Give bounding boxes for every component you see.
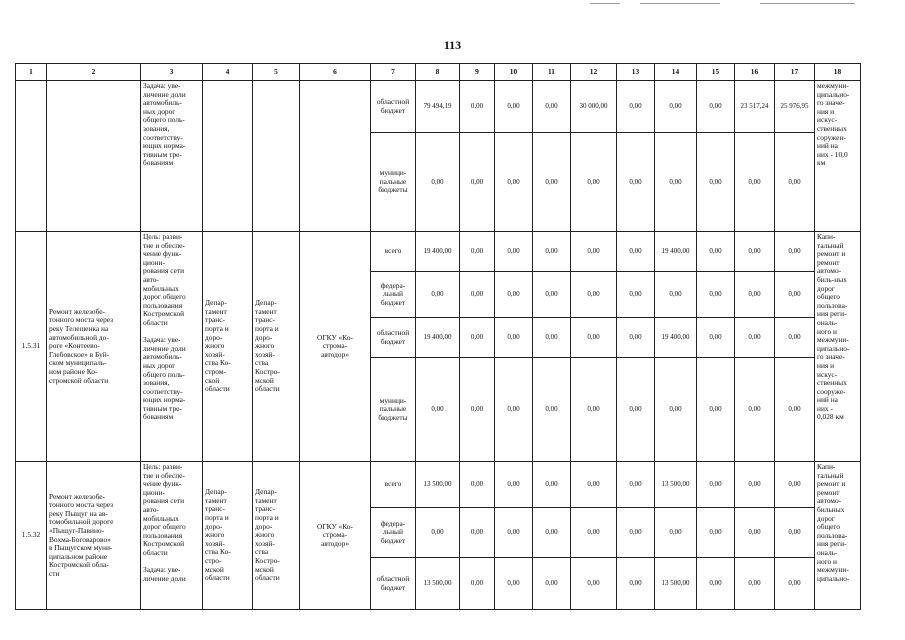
value-cell: 0,00	[533, 232, 571, 272]
item-number-cell: 1.5.31	[16, 232, 47, 462]
value-cell: 0,00	[533, 462, 571, 508]
value-cell: 0,00	[571, 232, 617, 272]
value-cell: 0,00	[495, 358, 533, 462]
result-cell: Капи- тальный ремонт и ремонт автомо- бильных дорог общего пользова- ния реги- ональ- ного и межмуни- ципально-	[815, 462, 861, 610]
value-cell: 0,00	[735, 318, 775, 358]
header-cell: 8	[416, 64, 460, 81]
value-cell: 25 976,95	[775, 81, 815, 133]
header-cell: 17	[775, 64, 815, 81]
value-cell: 0,00	[617, 462, 655, 508]
scan-artifact	[760, 3, 855, 4]
value-cell: 0,00	[571, 358, 617, 462]
value-cell: 0,00	[697, 81, 735, 133]
value-cell: 0,00	[655, 508, 697, 558]
header-cell: 5	[253, 64, 300, 81]
header-cell: 12	[571, 64, 617, 81]
value-cell: 0,00	[735, 232, 775, 272]
result-cell: межмуни- ципально- го значе- ния и искус- ственных соружен- ний на них - 10,0 км	[815, 81, 861, 232]
value-cell: 0,00	[460, 358, 495, 462]
value-cell: 0,00	[775, 508, 815, 558]
funding-source-cell: областной бюджет	[371, 558, 416, 610]
header-cell: 13	[617, 64, 655, 81]
item-name-cell: Ремонт железобе- тонного моста через реку Телешенка на автомобильной до- роге «Контеево- Глебовское» в Буй- ском муниципаль- ном районе Ко- стромской области	[47, 232, 141, 462]
table-row	[16, 232, 861, 272]
header-cell: 4	[203, 64, 253, 81]
value-cell: 0,00	[571, 318, 617, 358]
value-cell: 0,00	[735, 272, 775, 318]
value-cell: 30 000,00	[571, 81, 617, 133]
header-cell: 18	[815, 64, 861, 81]
table-row	[16, 81, 861, 133]
value-cell: 13 500,00	[655, 462, 697, 508]
value-cell: 13 500,00	[655, 558, 697, 610]
value-cell: 19 400,00	[655, 232, 697, 272]
value-cell: 79 494,19	[416, 81, 460, 133]
value-cell: 0,00	[735, 462, 775, 508]
value-cell: 0,00	[697, 318, 735, 358]
value-cell: 0,00	[655, 133, 697, 232]
value-cell: 0,00	[533, 558, 571, 610]
value-cell: 0,00	[617, 232, 655, 272]
funding-source-cell: муници- пальные бюджеты	[371, 358, 416, 462]
goal-task-cell: Цель: разви- тие и обеспе- чение функ- циони- рования сети авто- мобильных дорог общего пользования Костромской области Задача: уве- личение доли	[141, 462, 203, 610]
participant-cell: ОГКУ «Ко- строма- автодор»	[300, 462, 371, 610]
header-cell: 14	[655, 64, 697, 81]
value-cell: 0,00	[775, 358, 815, 462]
value-cell: 0,00	[460, 232, 495, 272]
value-cell: 0,00	[495, 272, 533, 318]
value-cell: 0,00	[735, 508, 775, 558]
table-row	[16, 462, 861, 508]
item-name-cell: Ремонт железобе- тонного моста через реку Пыщуг на ав- томобильной дороге «Пыщуг-Павино- Вохма-Боговарово» в Пыщугском муни- ципальном районе Костромской обла- сти	[47, 462, 141, 610]
value-cell: 0,00	[775, 318, 815, 358]
value-cell: 0,00	[775, 272, 815, 318]
funding-source-cell: всего	[371, 462, 416, 508]
value-cell: 0,00	[617, 508, 655, 558]
value-cell: 0,00	[697, 133, 735, 232]
header-cell: 11	[533, 64, 571, 81]
value-cell: 13 500,00	[416, 462, 460, 508]
coexecutor-cell: Депар- тамент транс- порта и доро- жного хозяй- ства Костро- мской области	[253, 462, 300, 610]
item-number-cell: 1.5.32	[16, 462, 47, 610]
header-cell: 16	[735, 64, 775, 81]
value-cell: 0,00	[495, 232, 533, 272]
value-cell: 0,00	[416, 272, 460, 318]
page-number: 113	[443, 38, 462, 52]
value-cell: 0,00	[460, 81, 495, 133]
value-cell: 0,00	[571, 558, 617, 610]
value-cell: 0,00	[571, 133, 617, 232]
value-cell: 0,00	[617, 81, 655, 133]
goal-task-cell: Цель: разви- тие и обеспе- чение функ- циони- рования сети авто- мобильных дорог общего пользования Костромской области Задача: уве- личение доли автомобиль- ных дорог общего поль- зования, соответству- ющих норма- тивным тре- бованиям	[141, 232, 203, 462]
value-cell: 0,00	[617, 558, 655, 610]
value-cell: 0,00	[495, 133, 533, 232]
value-cell: 0,00	[735, 358, 775, 462]
item-number-cell	[16, 81, 47, 232]
value-cell: 0,00	[460, 462, 495, 508]
funding-source-cell: федера- льный бюджет	[371, 272, 416, 318]
value-cell: 0,00	[533, 508, 571, 558]
value-cell: 0,00	[495, 558, 533, 610]
value-cell: 0,00	[697, 272, 735, 318]
header-cell: 2	[47, 64, 141, 81]
header-cell: 7	[371, 64, 416, 81]
value-cell: 19 400,00	[416, 232, 460, 272]
value-cell: 0,00	[617, 358, 655, 462]
value-cell: 0,00	[460, 272, 495, 318]
value-cell: 0,00	[460, 318, 495, 358]
funding-source-cell: областной бюджет	[371, 318, 416, 358]
coexecutor-cell: Депар- тамент транс- порта и доро- жного хозяй- ства Костро- мской области	[253, 232, 300, 462]
participant-cell: ОГКУ «Ко- строма- автодор»	[300, 232, 371, 462]
responsible-cell	[203, 81, 253, 232]
value-cell: 0,00	[697, 232, 735, 272]
value-cell: 19 400,00	[655, 318, 697, 358]
funding-source-cell: муници- пальные бюджеты	[371, 133, 416, 232]
value-cell: 0,00	[655, 272, 697, 318]
value-cell: 0,00	[697, 558, 735, 610]
value-cell: 0,00	[697, 508, 735, 558]
header-cell: 10	[495, 64, 533, 81]
responsible-cell: Депар- тамент транс- порта и доро- жного хозяй- ства Ко- стром- ской области	[203, 232, 253, 462]
value-cell: 0,00	[775, 133, 815, 232]
scan-artifact	[640, 3, 720, 4]
scan-artifact	[590, 3, 620, 4]
value-cell: 0,00	[495, 508, 533, 558]
value-cell: 0,00	[697, 462, 735, 508]
value-cell: 0,00	[775, 232, 815, 272]
value-cell: 0,00	[571, 272, 617, 318]
value-cell: 0,00	[533, 318, 571, 358]
value-cell: 0,00	[495, 462, 533, 508]
value-cell: 0,00	[617, 318, 655, 358]
item-name-cell	[47, 81, 141, 232]
value-cell: 0,00	[533, 81, 571, 133]
funding-source-cell: федера- льный бюджет	[371, 508, 416, 558]
program-table	[15, 63, 861, 610]
header-cell: 1	[16, 64, 47, 81]
participant-cell	[300, 81, 371, 232]
goal-task-cell: Задача: уве- личение доли автомобиль- ных дорог общего поль- зования, соответству- ющих норма- тивным тре- бованиям	[141, 81, 203, 232]
value-cell: 0,00	[617, 272, 655, 318]
header-row	[16, 64, 861, 81]
value-cell: 19 400,00	[416, 318, 460, 358]
value-cell: 0,00	[533, 133, 571, 232]
header-cell: 9	[460, 64, 495, 81]
value-cell: 0,00	[416, 358, 460, 462]
header-cell: 15	[697, 64, 735, 81]
result-cell: Капи- тальный ремонт и ремонт автомо- биль-ных дорог общего пользова- ния реги- ональ- ного и межмуни- ципально- го значе- ния и искус- ственных сооруже- ний на них - 0,028 км	[815, 232, 861, 462]
value-cell: 23 517,24	[735, 81, 775, 133]
value-cell: 0,00	[775, 558, 815, 610]
value-cell: 0,00	[495, 81, 533, 133]
value-cell: 0,00	[617, 133, 655, 232]
value-cell: 0,00	[460, 508, 495, 558]
value-cell: 0,00	[735, 133, 775, 232]
value-cell: 0,00	[416, 133, 460, 232]
value-cell: 0,00	[655, 81, 697, 133]
funding-source-cell: областной бюджет	[371, 81, 416, 133]
value-cell: 0,00	[460, 558, 495, 610]
value-cell: 0,00	[533, 358, 571, 462]
value-cell: 0,00	[495, 318, 533, 358]
header-cell: 3	[141, 64, 203, 81]
value-cell: 0,00	[655, 358, 697, 462]
coexecutor-cell	[253, 81, 300, 232]
value-cell: 0,00	[416, 508, 460, 558]
value-cell: 0,00	[460, 133, 495, 232]
value-cell: 0,00	[571, 462, 617, 508]
funding-source-cell: всего	[371, 232, 416, 272]
value-cell: 0,00	[735, 558, 775, 610]
value-cell: 0,00	[697, 358, 735, 462]
header-cell: 6	[300, 64, 371, 81]
value-cell: 0,00	[533, 272, 571, 318]
responsible-cell: Депар- тамент транс- порта и доро- жного хозяй- ства Ко- стро- мской области	[203, 462, 253, 610]
value-cell: 0,00	[571, 508, 617, 558]
value-cell: 13 500,00	[416, 558, 460, 610]
value-cell: 0,00	[775, 462, 815, 508]
